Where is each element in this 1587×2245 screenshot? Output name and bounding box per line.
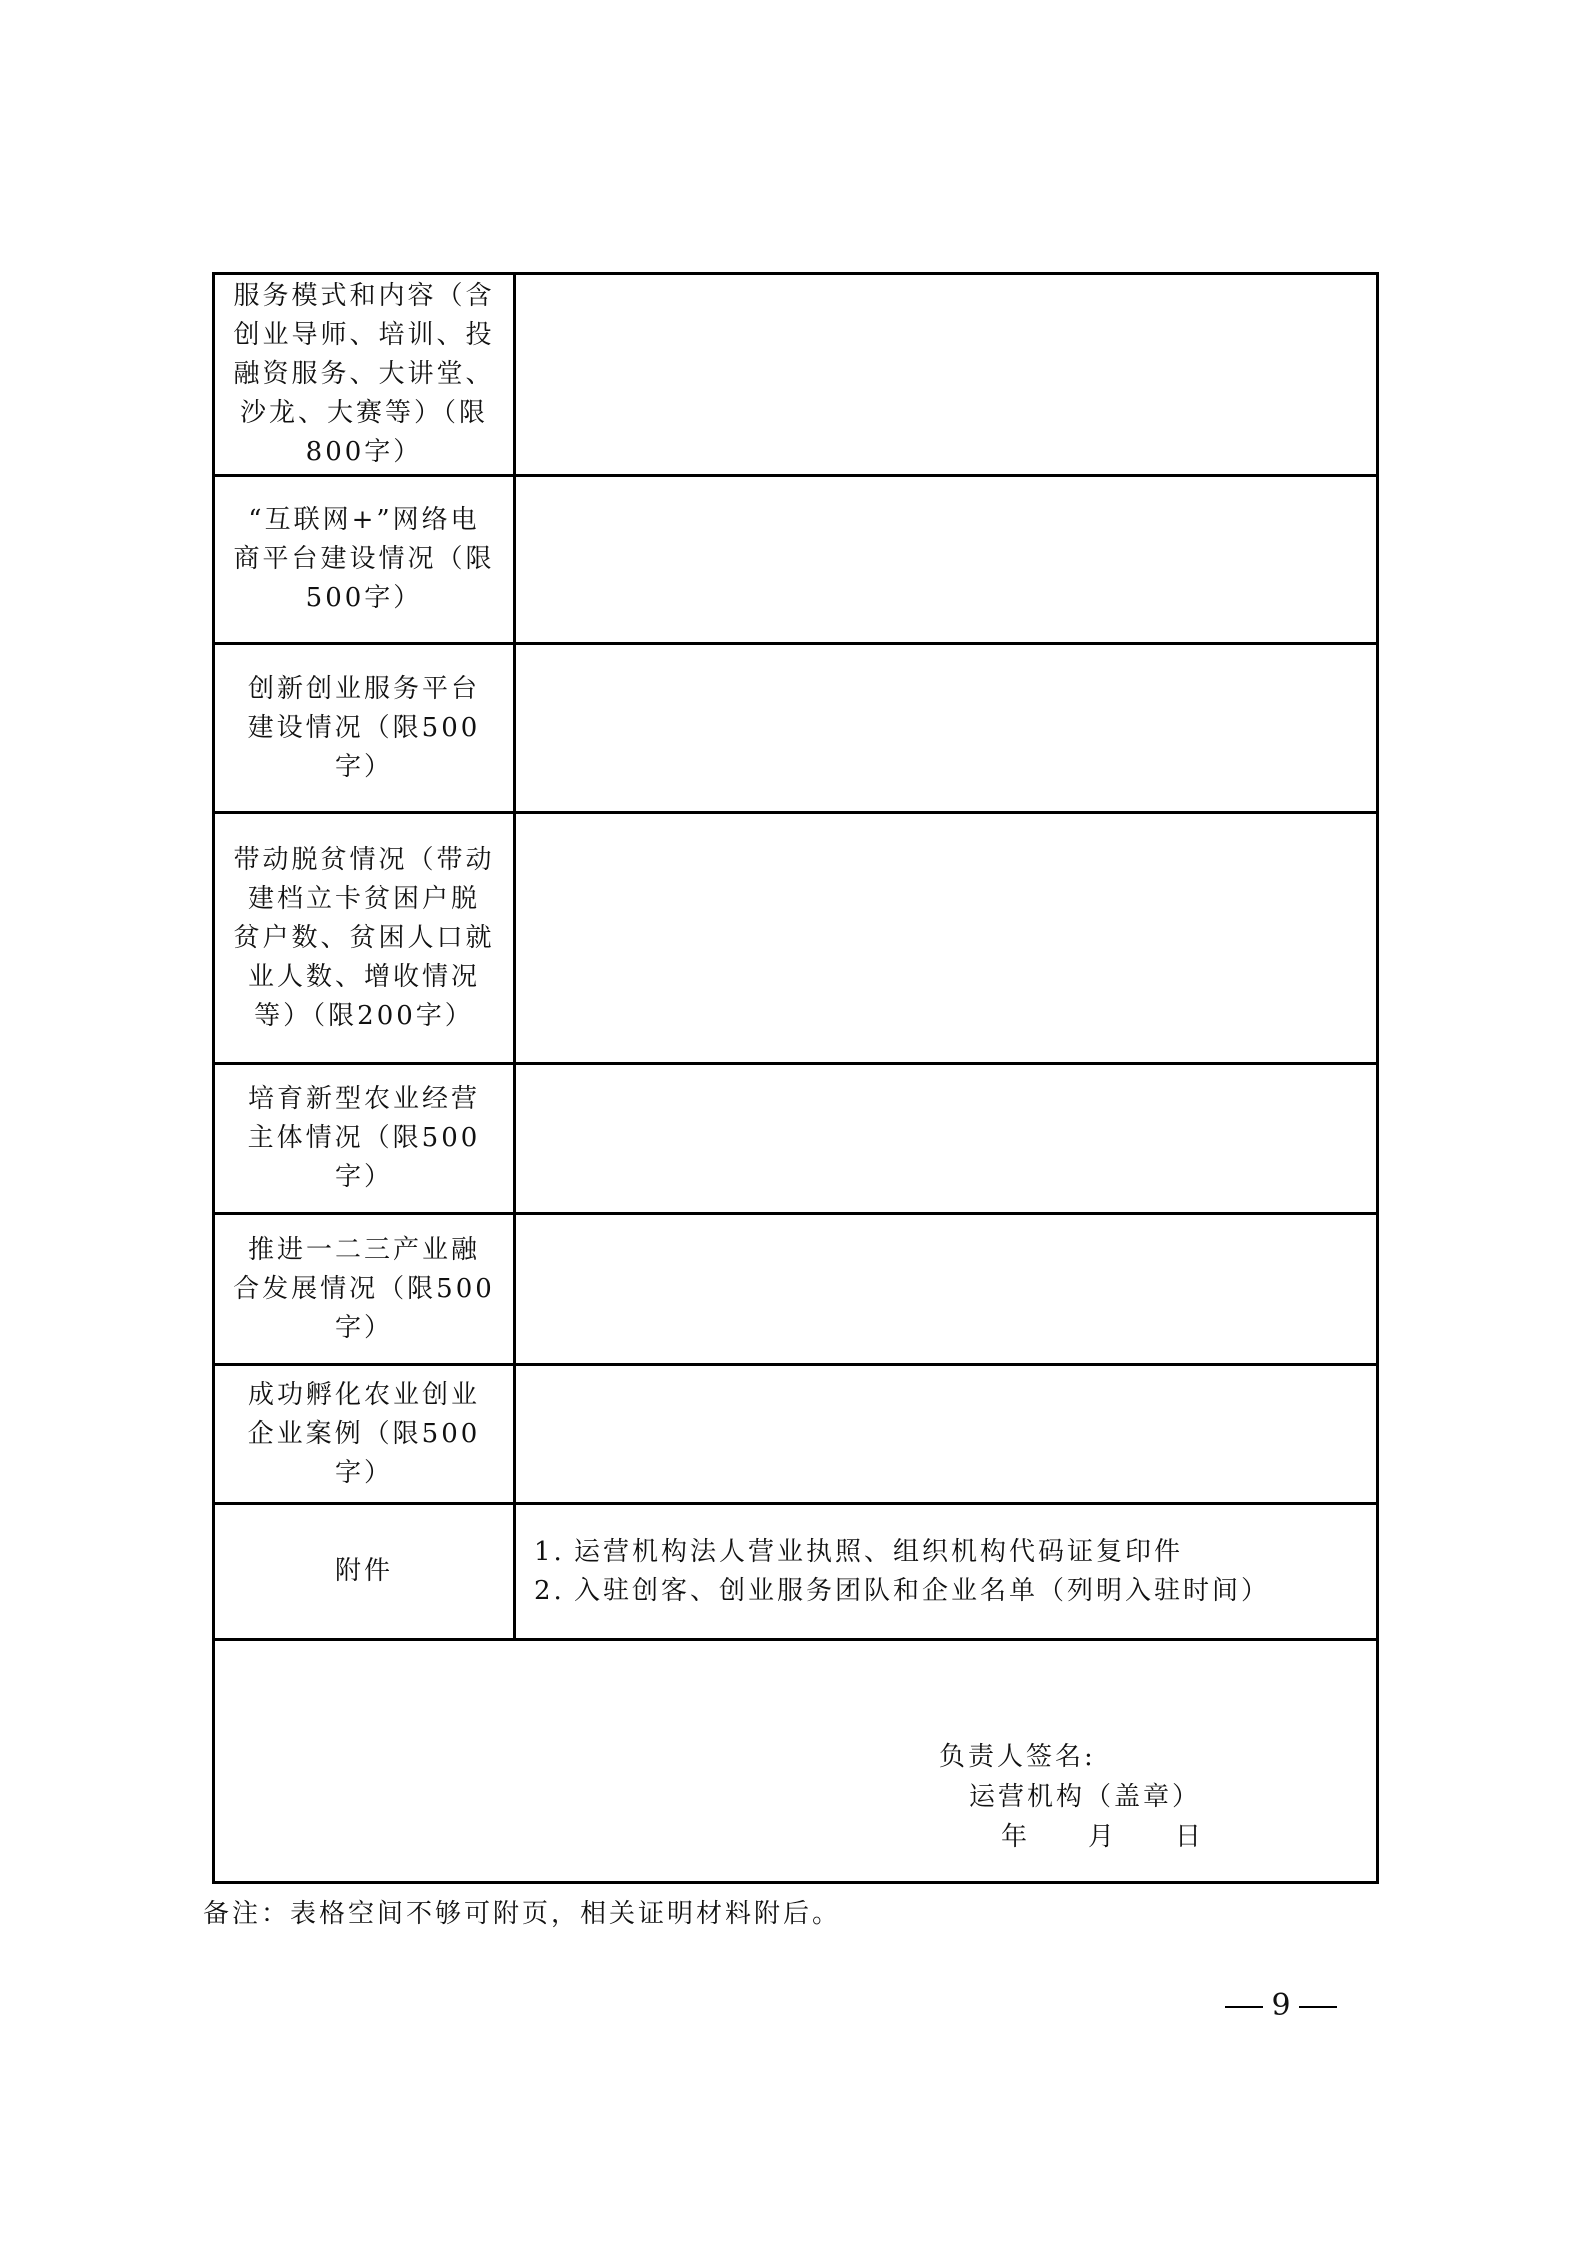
attachment-text: 入驻创客、创业服务团队和企业名单（列明入驻时间） bbox=[574, 1575, 1271, 1606]
footnote: 备注：表格空间不够可附页，相关证明材料附后。 bbox=[203, 1899, 842, 1929]
row-label-service-model bbox=[214, 274, 515, 476]
date-year-label: 年 bbox=[1001, 1822, 1031, 1852]
label-line: 建设情况（限500 bbox=[247, 712, 481, 743]
label-line: 建档立卡贫困户脱 bbox=[247, 883, 480, 914]
page-number bbox=[1212, 1986, 1350, 2026]
label-line: 推进一二三产业融 bbox=[247, 1234, 480, 1265]
table-row bbox=[214, 813, 1378, 1064]
row-label-new-agri-entities bbox=[214, 1064, 515, 1214]
label-line: 主体情况（限500 bbox=[247, 1123, 481, 1153]
label-line: 服务模式和内容（含 bbox=[233, 281, 495, 311]
label-line: 字） bbox=[334, 1457, 393, 1488]
table-row-attachments bbox=[214, 1504, 1378, 1640]
label-line: 成功孵化农业创业 bbox=[247, 1379, 480, 1410]
row-value-new-agri-entities[interactable] bbox=[515, 1064, 1378, 1214]
attachment-item bbox=[534, 1533, 1376, 1572]
table-row bbox=[214, 1365, 1378, 1504]
row-label-internet-platform bbox=[214, 476, 515, 644]
row-label-incubation-cases bbox=[214, 1365, 515, 1504]
row-value-industry-integration[interactable] bbox=[515, 1214, 1378, 1365]
date-day-label: 日 bbox=[1175, 1822, 1205, 1852]
dash-right bbox=[1299, 2006, 1337, 2008]
label-line: 带动脱贫情况（带动 bbox=[233, 844, 495, 875]
dash-left bbox=[1225, 2006, 1263, 2008]
table-row bbox=[214, 644, 1378, 813]
attachment-item bbox=[534, 1572, 1376, 1611]
row-value-incubation-cases[interactable] bbox=[515, 1365, 1378, 1504]
label-line: “互联网+”网络电 bbox=[248, 505, 480, 535]
row-value-innovation-platform[interactable] bbox=[515, 644, 1378, 813]
table-row bbox=[214, 476, 1378, 644]
row-label-innovation-platform bbox=[214, 644, 515, 813]
label-line: 创新创业服务平台 bbox=[247, 673, 480, 704]
signature-block bbox=[939, 1737, 1204, 1857]
label-line: 商平台建设情况（限 bbox=[233, 544, 495, 574]
attachment-number: 2. bbox=[534, 1575, 565, 1606]
label-line: 融资服务、大讲堂、 bbox=[233, 359, 495, 389]
row-value-poverty-alleviation[interactable] bbox=[515, 813, 1378, 1064]
label-line: 字） bbox=[334, 1162, 393, 1192]
label-line: 培育新型农业经营 bbox=[247, 1084, 480, 1114]
label-line: 500字） bbox=[305, 583, 423, 613]
row-label-poverty-alleviation bbox=[214, 813, 515, 1064]
signer-label: 负责人签名: bbox=[939, 1742, 1096, 1772]
label-line: 沙龙、大赛等）（限 bbox=[239, 398, 488, 428]
row-value-service-model[interactable] bbox=[515, 274, 1378, 476]
label-line: 800字） bbox=[305, 437, 423, 467]
label-line: 等）（限200字） bbox=[254, 1000, 474, 1031]
signature-cell[interactable] bbox=[214, 1640, 1378, 1883]
application-form-table bbox=[212, 272, 1379, 1884]
label-line: 字） bbox=[334, 751, 393, 782]
attachments-label: 附件 bbox=[214, 1504, 515, 1640]
date-month-label: 月 bbox=[1088, 1822, 1118, 1852]
label-line: 创业导师、培训、投 bbox=[233, 320, 495, 350]
table-row bbox=[214, 1064, 1378, 1214]
page-number-value: 9 bbox=[1271, 1988, 1291, 2023]
date-line bbox=[939, 1817, 1204, 1857]
attachment-number: 1. bbox=[534, 1536, 565, 1567]
label-line: 贫户数、贫困人口就 bbox=[233, 922, 495, 953]
row-value-internet-platform[interactable] bbox=[515, 476, 1378, 644]
attachment-text: 运营机构法人营业执照、组织机构代码证复印件 bbox=[574, 1536, 1184, 1567]
label-line: 企业案例（限500 bbox=[247, 1418, 481, 1449]
attachments-list bbox=[515, 1504, 1378, 1640]
label-line: 业人数、增收情况 bbox=[247, 961, 480, 992]
label-line: 字） bbox=[334, 1312, 393, 1343]
table-row bbox=[214, 274, 1378, 476]
row-label-industry-integration bbox=[214, 1214, 515, 1365]
table-row-signature bbox=[214, 1640, 1378, 1883]
label-line: 合发展情况（限500 bbox=[233, 1273, 495, 1304]
table-row bbox=[214, 1214, 1378, 1365]
org-seal-label: 运营机构（盖章） bbox=[969, 1782, 1202, 1812]
